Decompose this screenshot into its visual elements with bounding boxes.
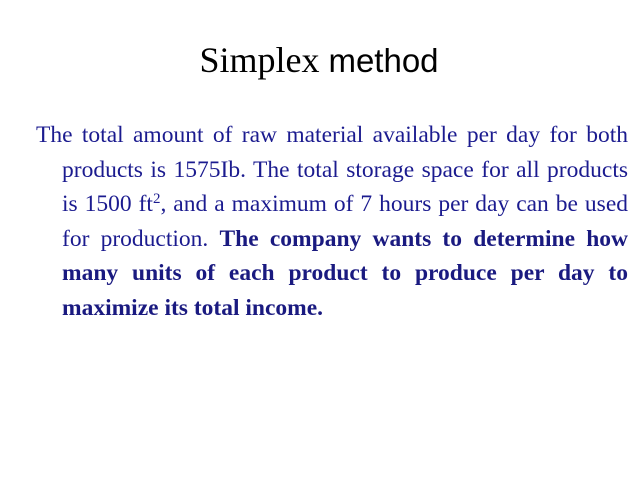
slide-body-paragraph <box>36 118 628 325</box>
title-part-2: method <box>328 42 439 79</box>
body-emphasis-text: The company wants to determine how many units of each product to produce per day to maximize its total income. <box>62 225 628 321</box>
slide-title <box>0 38 638 83</box>
body-text-2: , and a maximum of 7 hours per day can be used for production. <box>62 191 628 252</box>
title-part-1: Simplex <box>199 40 320 80</box>
body-superscript: 2 <box>152 191 161 207</box>
body-text-1: The total amount of raw material available per day for both products is 1575Ib. The total storage space for all products is 1500 ft <box>36 122 628 217</box>
